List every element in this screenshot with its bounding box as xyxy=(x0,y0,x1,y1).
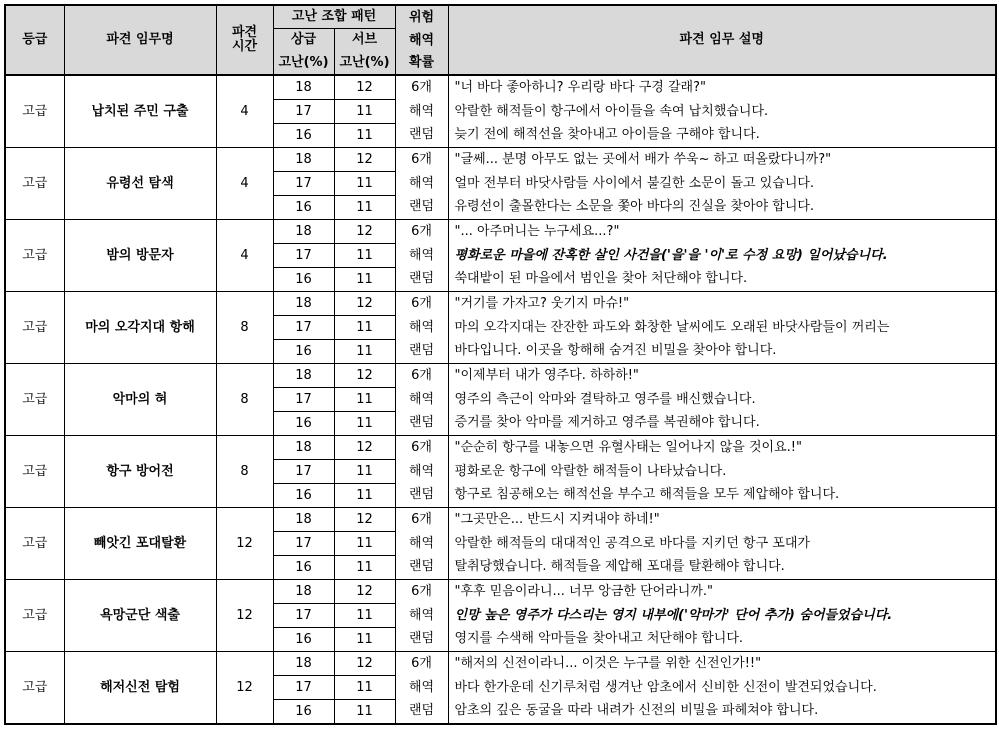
sub-difficulty: 11 xyxy=(334,532,395,556)
dispatch-time: 8 xyxy=(216,292,273,364)
sub-difficulty: 12 xyxy=(334,75,395,100)
header-grade: 등급 xyxy=(5,5,64,75)
main-difficulty: 16 xyxy=(273,124,334,148)
risk-zone: 랜덤 xyxy=(395,484,448,508)
main-difficulty: 16 xyxy=(273,412,334,436)
sub-difficulty: 11 xyxy=(334,628,395,652)
main-difficulty: 16 xyxy=(273,556,334,580)
mission-description: 바다 한가운데 신기루처럼 생겨난 암초에서 신비한 신전이 발견되었습니다. xyxy=(448,676,996,700)
sub-difficulty: 11 xyxy=(334,460,395,484)
risk-zone: 6개 xyxy=(395,292,448,316)
main-difficulty: 16 xyxy=(273,196,334,220)
sub-difficulty: 12 xyxy=(334,364,395,388)
mission-description: 암초의 깊은 동굴을 따라 내려가 신전의 비밀을 파헤쳐야 합니다. xyxy=(448,700,996,725)
sub-difficulty: 12 xyxy=(334,436,395,460)
main-difficulty: 17 xyxy=(273,100,334,124)
mission-name: 욕망군단 색출 xyxy=(64,580,216,652)
risk-zone: 6개 xyxy=(395,75,448,100)
mission-name: 빼앗긴 포대탈환 xyxy=(64,508,216,580)
main-difficulty: 17 xyxy=(273,172,334,196)
table-header xyxy=(5,5,996,75)
mission-name: 마의 오각지대 항해 xyxy=(64,292,216,364)
main-difficulty: 18 xyxy=(273,652,334,676)
risk-zone: 해역 xyxy=(395,388,448,412)
header-dispatch-time xyxy=(216,5,273,75)
main-difficulty: 17 xyxy=(273,676,334,700)
sub-difficulty: 11 xyxy=(334,412,395,436)
mission-grade: 고급 xyxy=(5,652,64,725)
sub-difficulty: 11 xyxy=(334,676,395,700)
mission-description: 인망 높은 영주가 다스리는 영지 내부에('악마가' 단어 추가) 숨어들었습니다. xyxy=(448,604,996,628)
mission-description: 악랄한 해적들의 대대적인 공격으로 바다를 지키던 항구 포대가 xyxy=(448,532,996,556)
risk-zone: 6개 xyxy=(395,148,448,172)
risk-zone: 6개 xyxy=(395,220,448,244)
main-difficulty: 16 xyxy=(273,628,334,652)
mission-description: 영주의 측근이 악마와 결탁하고 영주를 배신했습니다. xyxy=(448,388,996,412)
risk-zone: 랜덤 xyxy=(395,700,448,725)
header-risk-line3: 확률 xyxy=(408,55,435,70)
table-row xyxy=(5,508,996,532)
table-row xyxy=(5,148,996,172)
sub-difficulty: 11 xyxy=(334,196,395,220)
mission-description: "글쎄... 분명 아무도 없는 곳에서 배가 쑤욱~ 하고 떠올랐다니까?" xyxy=(448,148,996,172)
mission-description: 영지를 수색해 악마들을 찾아내고 처단해야 합니다. xyxy=(448,628,996,652)
header-risk-line1: 위험 xyxy=(408,10,435,25)
risk-zone: 랜덤 xyxy=(395,556,448,580)
risk-zone: 해역 xyxy=(395,244,448,268)
mission-description: "후후 믿음이라니... 너무 앙금한 단어라니까." xyxy=(448,580,996,604)
header-dispatch-time-line1: 파견 xyxy=(231,25,258,40)
risk-zone: 해역 xyxy=(395,172,448,196)
risk-zone: 랜덤 xyxy=(395,196,448,220)
mission-description: "순순히 항구를 내놓으면 유혈사태는 일어나지 않을 것이요.!" xyxy=(448,436,996,460)
sub-difficulty: 11 xyxy=(334,268,395,292)
dispatch-time: 4 xyxy=(216,220,273,292)
table-row xyxy=(5,220,996,244)
header-main-l2: 고난(%) xyxy=(273,51,334,75)
sub-difficulty: 11 xyxy=(334,340,395,364)
mission-grade: 고급 xyxy=(5,508,64,580)
mission-table xyxy=(4,4,997,725)
mission-description: 얼마 전부터 바닷사람들 사이에서 불길한 소문이 돌고 있습니다. xyxy=(448,172,996,196)
risk-zone: 해역 xyxy=(395,604,448,628)
dispatch-time: 12 xyxy=(216,580,273,652)
mission-description: 탈취당했습니다. 해적들을 제압해 포대를 탈환해야 합니다. xyxy=(448,556,996,580)
mission-grade: 고급 xyxy=(5,220,64,292)
risk-zone: 6개 xyxy=(395,436,448,460)
table-body xyxy=(5,75,996,724)
sub-difficulty: 12 xyxy=(334,652,395,676)
main-difficulty: 17 xyxy=(273,604,334,628)
mission-description: "거기를 가자고? 웃기지 마슈!" xyxy=(448,292,996,316)
main-difficulty: 17 xyxy=(273,388,334,412)
risk-zone: 해역 xyxy=(395,676,448,700)
header-sub-l2: 고난(%) xyxy=(334,51,395,75)
mission-name: 밤의 방문자 xyxy=(64,220,216,292)
main-difficulty: 16 xyxy=(273,268,334,292)
sub-difficulty: 12 xyxy=(334,292,395,316)
dispatch-time: 12 xyxy=(216,508,273,580)
mission-description: 평화로운 항구에 악랄한 해적들이 나타났습니다. xyxy=(448,460,996,484)
sub-difficulty: 11 xyxy=(334,124,395,148)
mission-grade: 고급 xyxy=(5,292,64,364)
mission-description: 증거를 찾아 악마를 제거하고 영주를 복권해야 합니다. xyxy=(448,412,996,436)
mission-name: 악마의 혀 xyxy=(64,364,216,436)
mission-description: "너 바다 좋아하니? 우리랑 바다 구경 갈래?" xyxy=(448,75,996,100)
header-description: 파견 임무 설명 xyxy=(448,5,996,75)
risk-zone: 6개 xyxy=(395,652,448,676)
table-row xyxy=(5,75,996,100)
mission-name: 해저신전 탐험 xyxy=(64,652,216,725)
main-difficulty: 16 xyxy=(273,484,334,508)
sub-difficulty: 12 xyxy=(334,580,395,604)
sub-difficulty: 11 xyxy=(334,700,395,725)
main-difficulty: 16 xyxy=(273,700,334,725)
risk-zone: 해역 xyxy=(395,316,448,340)
sub-difficulty: 12 xyxy=(334,508,395,532)
mission-description: 늦기 전에 해적선을 찾아내고 아이들을 구해야 합니다. xyxy=(448,124,996,148)
mission-name: 납치된 주민 구출 xyxy=(64,75,216,148)
dispatch-time: 4 xyxy=(216,148,273,220)
header-dispatch-time-line2: 시간 xyxy=(231,39,258,54)
risk-zone: 해역 xyxy=(395,532,448,556)
sub-difficulty: 11 xyxy=(334,604,395,628)
risk-zone: 랜덤 xyxy=(395,628,448,652)
sub-difficulty: 11 xyxy=(334,244,395,268)
header-main-l1: 상급 xyxy=(273,29,334,52)
mission-name: 유령선 탐색 xyxy=(64,148,216,220)
sub-difficulty: 11 xyxy=(334,316,395,340)
sub-difficulty: 12 xyxy=(334,220,395,244)
mission-description: 마의 오각지대는 잔잔한 파도와 화창한 날씨에도 오래된 바닷사람들이 꺼리는 xyxy=(448,316,996,340)
mission-description: 항구로 침공해오는 해적선을 부수고 해적들을 모두 제압해야 합니다. xyxy=(448,484,996,508)
table-row xyxy=(5,436,996,460)
risk-zone: 랜덤 xyxy=(395,268,448,292)
risk-zone: 6개 xyxy=(395,508,448,532)
sub-difficulty: 11 xyxy=(334,556,395,580)
mission-grade: 고급 xyxy=(5,364,64,436)
sub-difficulty: 11 xyxy=(334,100,395,124)
mission-description: "... 아주머니는 누구세요...?" xyxy=(448,220,996,244)
mission-description: 쑥대밭이 된 마을에서 범인을 찾아 처단해야 합니다. xyxy=(448,268,996,292)
risk-zone: 해역 xyxy=(395,100,448,124)
risk-zone: 6개 xyxy=(395,364,448,388)
main-difficulty: 18 xyxy=(273,220,334,244)
main-difficulty: 17 xyxy=(273,244,334,268)
risk-zone: 해역 xyxy=(395,460,448,484)
sub-difficulty: 11 xyxy=(334,388,395,412)
mission-grade: 고급 xyxy=(5,436,64,508)
dispatch-time: 4 xyxy=(216,75,273,148)
main-difficulty: 18 xyxy=(273,508,334,532)
table-row xyxy=(5,292,996,316)
mission-description: 유령선이 출몰한다는 소문을 쫓아 바다의 진실을 찾아야 합니다. xyxy=(448,196,996,220)
sub-difficulty: 11 xyxy=(334,484,395,508)
mission-description: 악랄한 해적들이 항구에서 아이들을 속여 납치했습니다. xyxy=(448,100,996,124)
main-difficulty: 18 xyxy=(273,364,334,388)
main-difficulty: 18 xyxy=(273,148,334,172)
mission-grade: 고급 xyxy=(5,580,64,652)
header-risk xyxy=(395,5,448,75)
mission-description: "해저의 신전이라니... 이것은 누구를 위한 신전인가!!" xyxy=(448,652,996,676)
risk-zone: 랜덤 xyxy=(395,124,448,148)
dispatch-time: 12 xyxy=(216,652,273,725)
mission-grade: 고급 xyxy=(5,75,64,148)
mission-name: 항구 방어전 xyxy=(64,436,216,508)
main-difficulty: 18 xyxy=(273,436,334,460)
main-difficulty: 17 xyxy=(273,460,334,484)
table-row xyxy=(5,580,996,604)
main-difficulty: 18 xyxy=(273,75,334,100)
header-mission-name: 파견 임무명 xyxy=(64,5,216,75)
sub-difficulty: 11 xyxy=(334,172,395,196)
header-difficulty-combo: 고난 조합 패턴 xyxy=(273,5,395,29)
main-difficulty: 16 xyxy=(273,340,334,364)
risk-zone: 랜덤 xyxy=(395,340,448,364)
risk-zone: 랜덤 xyxy=(395,412,448,436)
dispatch-time: 8 xyxy=(216,436,273,508)
header-risk-line2: 해역 xyxy=(408,33,435,48)
dispatch-time: 8 xyxy=(216,364,273,436)
table-row xyxy=(5,652,996,676)
risk-zone: 6개 xyxy=(395,580,448,604)
sub-difficulty: 12 xyxy=(334,148,395,172)
mission-description: 평화로운 마을에 잔혹한 살인 사건을('을'을 '이'로 수정 요망) 일어났습니다. xyxy=(448,244,996,268)
mission-grade: 고급 xyxy=(5,148,64,220)
mission-description: "그곳만은... 반드시 지켜내야 하네!" xyxy=(448,508,996,532)
main-difficulty: 17 xyxy=(273,316,334,340)
mission-description: "이제부터 내가 영주다. 하하하!" xyxy=(448,364,996,388)
header-sub-l1: 서브 xyxy=(334,29,395,52)
mission-description: 바다입니다. 이곳을 항해해 숨겨진 비밀을 찾아야 합니다. xyxy=(448,340,996,364)
table-row xyxy=(5,364,996,388)
main-difficulty: 17 xyxy=(273,532,334,556)
main-difficulty: 18 xyxy=(273,292,334,316)
main-difficulty: 18 xyxy=(273,580,334,604)
